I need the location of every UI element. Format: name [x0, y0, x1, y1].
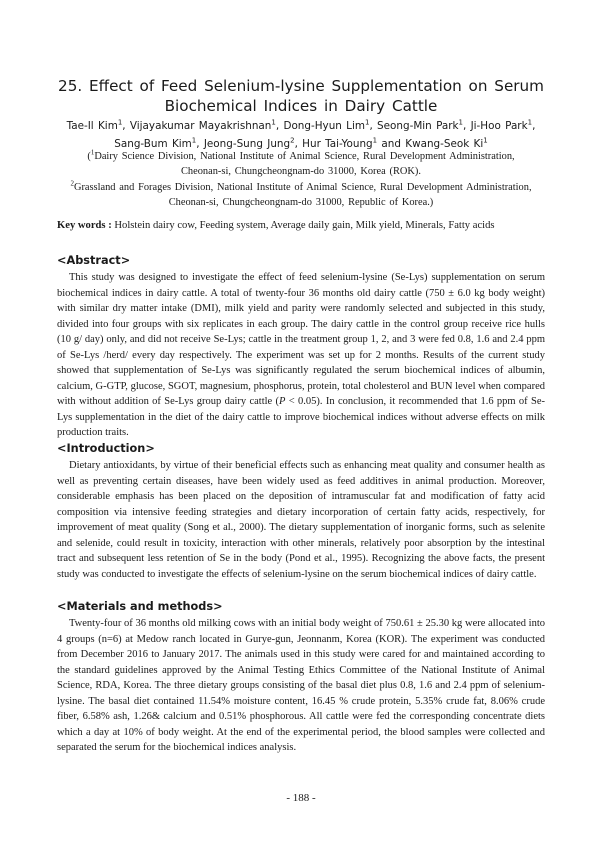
affiliation-2-line-1: Grassland and Forages Division, National Institute of Animal Science, Rural Development Administration,: [73, 182, 532, 193]
title-line-1: 25. Effect of Feed Selenium-lysine Supplementation on Serum: [58, 77, 544, 95]
author-name: Seong-Min Park: [377, 120, 459, 132]
introduction-heading: <Introduction>: [57, 442, 155, 455]
author-name: Hur Tai-Young: [302, 138, 373, 150]
author-affiliation-mark: 1: [271, 118, 276, 127]
author-name: Jeong-Sung Jung: [203, 138, 291, 150]
paper-title: [57, 76, 545, 116]
page-number: - 188 -: [286, 792, 316, 804]
title-line-2: Biochemical Indices in Dairy Cattle: [164, 97, 438, 115]
author-affiliation-mark: 1: [191, 136, 197, 145]
author-affiliation-mark: 1: [458, 118, 463, 127]
author-name: Vijayakumar Mayakrishnan: [129, 120, 272, 132]
keywords: [57, 219, 545, 233]
author-affiliation-mark: 1: [364, 118, 370, 127]
author-name: Tae-Il Kim: [66, 120, 118, 132]
affiliation-1: ($^1$Dairy Science Division, National Institute of Animal Science, Rural Development Administration, Cheonan-si, Chungcheongnam-do 31000, Korea (ROK).: [87, 148, 515, 178]
affiliation-1-line-1: Dairy Science Division, National Institute of Animal Science, Rural Development Administration,: [94, 151, 515, 162]
author-name: Sang-Bum Kim: [114, 138, 192, 150]
affiliation-2: $^2$Grassland and Forages Division, National Institute of Animal Science, Rural Development Administration, Cheonan-si, Chungcheongnam-do 31000, Republic of Korea.): [70, 179, 532, 209]
abstract-text-b: < 0.05). In conclusion, it recommended that 1.6 ppm of Se-Lys supplementation in the diet of the dairy cattle to improve biochemical indices without adverse effects on milk production traits.: [57, 396, 545, 438]
affiliation-1-line-2: Cheonan-si, Chungcheongnam-do 31000, Korea (ROK).: [181, 166, 421, 178]
abstract-text: [57, 270, 545, 441]
author-name: Ji-Hoo Park: [470, 120, 528, 132]
affiliation-2-line-2: Cheonan-si, Chungcheongnam-do 31000, Republic of Korea.): [168, 197, 434, 209]
keywords-label: Key words :: [57, 220, 112, 231]
keywords-text: Holstein dairy cow, Feeding system, Average daily gain, Milk yield, Minerals, Fatty acids: [114, 220, 495, 231]
p-value-symbol: P: [279, 396, 286, 407]
author-name: Kwang-Seok Ki: [405, 138, 484, 150]
author-affiliation-mark: 1: [527, 118, 533, 127]
abstract-text-a: This study was designed to investigate the effect of feed selenium-lysine (Se-Lys) supplementation on serum biochemical indices in dairy cattle. A total of twenty-four 36 months old dairy cattle (750 ± 6.0 kg body weight) with similar dry matter intake (DMI), milk yield and parity were randomly selected and subjected in this study, divided into four groups with six replicates in each group. The dairy cattle in the control group receive rice hulls (10 g/ day) only, and did not receive Se-Lys; cattle in the treatment group 1, 2, and 3 were fed 0.8, 1.6 and 2.4 ppm of Se-Lys /herd/ every day respectively. The experiment was set up for 2 months. Results of the current study showed that supplementation of Se-Lys was significantly regulated the serum biochemical indices of albumin, calcium, G-GTP, glucose, SGOT, magnesium, phosphorus, protein, total cholesterol and BUN level when compared with without addition of Se-Lys group dairy cattle (: [57, 272, 545, 407]
author-affiliation-mark: 1: [372, 136, 378, 145]
abstract-heading: <Abstract>: [57, 254, 131, 267]
introduction-text: Dietary antioxidants, by virtue of their beneficial effects such as enhancing meat quality and consumer health as well as preventing certain diseases, have been widely used as feed additives in animal production. Moreover, considerable emphasis has been placed on the deposition of intramuscular fat and modification of fatty acid composition via intensive feeding strategies and dietary incorporation of certain fatty acids, respectively, for improvement of meat quality (Song et al., 2000). The dietary supplementation of inorganic forms, such as selenite and selenide, could result in toxicity, interaction with other minerals, relatively poor absorption by the intestinal tract and subsequent less retention of Se in the body (Pond et al., 1995). Recognizing the above facts, the present study was conducted to investigate the effects of selenium-lysine on the serum biochemical indices of dairy cattle.: [57, 460, 545, 580]
author-affiliation-mark: 1: [117, 118, 123, 127]
methods-text: Twenty-four of 36 months old milking cows with an initial body weight of 750.61 ± 25.30 kg were allocated into 4 groups (n=6) at Medow ranch located in Gurye-gun, Jeonnanm, Korea (KOR). The experiment was conducted from December 2016 to January 2017. The animals used in this study were cared for and maintained according to the standard guidelines approved by the Animal Testing Ethics Committee of the National Institute of Animal Science, RDA, Korea. The three dietary groups consisting of the basal diet plus 0.8, 1.6 and 2.4 ppm of selenium-lysine. The basal diet contained 11.54% moisture content, 16.45 % crude protein, 5.35% crude fat, 8.06% crude fiber, 6.58% ash, 1.26& calcium and 0.51% phosphorous. All cattle were fed the corresponding concentrate diets which a day at 10% of body weight. At the end of the experimental period, the blood samples were collected and separated the serum for the biochemical indices analysis.: [57, 618, 545, 753]
author-name: Dong-Hyun Lim: [283, 120, 365, 132]
author-affiliation-mark: 1: [483, 136, 488, 145]
author-affiliation-mark: 2: [290, 136, 295, 145]
author-list: Tae-Il Kim$^1$, Vijayakumar Mayakrishnan$^1$, Dong-Hyun Lim$^1$, Seong-Min Park$^1$, Ji-Hoo Park$^1$, Sang-Bum Kim$^1$, Jeong-Sung Jung$^2$, Hur Tai-Young$^1$ and Kwang-Seok Ki$^1$: [66, 118, 536, 150]
methods-heading: <Materials and methods>: [57, 600, 223, 613]
